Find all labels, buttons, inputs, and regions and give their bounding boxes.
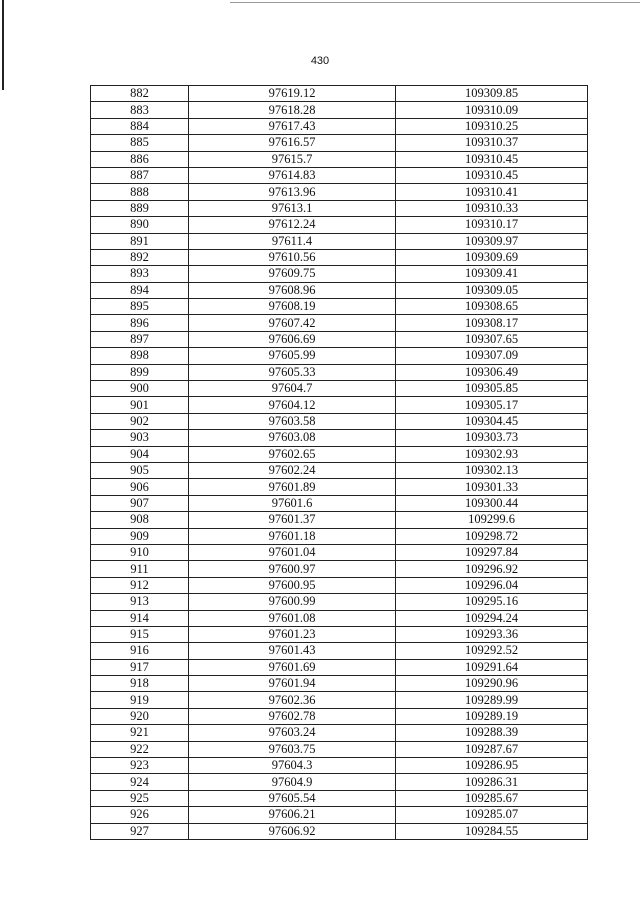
- y-coordinate-cell: 109309.41: [396, 266, 588, 282]
- table-row: [91, 446, 588, 462]
- coordinate-table: [90, 85, 588, 840]
- point-number-cell: 924: [91, 774, 189, 790]
- x-coordinate-cell: 97616.57: [189, 135, 396, 151]
- y-coordinate-cell: 109295.16: [396, 594, 588, 610]
- x-coordinate-cell: 97606.92: [189, 823, 396, 839]
- point-number-cell: 904: [91, 446, 189, 462]
- x-coordinate-cell: 97604.12: [189, 397, 396, 413]
- x-coordinate-cell: 97609.75: [189, 266, 396, 282]
- coordinate-table-body: [91, 86, 588, 840]
- y-coordinate-cell: 109310.41: [396, 184, 588, 200]
- y-coordinate-cell: 109297.84: [396, 544, 588, 560]
- table-row: [91, 544, 588, 560]
- y-coordinate-cell: 109296.04: [396, 577, 588, 593]
- y-coordinate-cell: 109300.44: [396, 495, 588, 511]
- y-coordinate-cell: 109308.17: [396, 315, 588, 331]
- x-coordinate-cell: 97602.24: [189, 462, 396, 478]
- y-coordinate-cell: 109308.65: [396, 299, 588, 315]
- y-coordinate-cell: 109302.93: [396, 446, 588, 462]
- table-row: [91, 692, 588, 708]
- x-coordinate-cell: 97613.1: [189, 200, 396, 216]
- table-row: [91, 708, 588, 724]
- x-coordinate-cell: 97601.04: [189, 544, 396, 560]
- x-coordinate-cell: 97603.58: [189, 413, 396, 429]
- point-number-cell: 907: [91, 495, 189, 511]
- table-row: [91, 266, 588, 282]
- x-coordinate-cell: 97602.78: [189, 708, 396, 724]
- point-number-cell: 919: [91, 692, 189, 708]
- x-coordinate-cell: 97618.28: [189, 102, 396, 118]
- point-number-cell: 914: [91, 610, 189, 626]
- table-row: [91, 725, 588, 741]
- y-coordinate-cell: 109310.37: [396, 135, 588, 151]
- table-row: [91, 626, 588, 642]
- x-coordinate-cell: 97604.7: [189, 381, 396, 397]
- point-number-cell: 884: [91, 118, 189, 134]
- table-row: [91, 233, 588, 249]
- y-coordinate-cell: 109305.85: [396, 381, 588, 397]
- point-number-cell: 903: [91, 430, 189, 446]
- table-row: [91, 659, 588, 675]
- y-coordinate-cell: 109287.67: [396, 741, 588, 757]
- point-number-cell: 921: [91, 725, 189, 741]
- table-row: [91, 167, 588, 183]
- x-coordinate-cell: 97601.37: [189, 512, 396, 528]
- table-row: [91, 758, 588, 774]
- table-row: [91, 184, 588, 200]
- point-number-cell: 908: [91, 512, 189, 528]
- x-coordinate-cell: 97602.36: [189, 692, 396, 708]
- point-number-cell: 899: [91, 364, 189, 380]
- x-coordinate-cell: 97600.97: [189, 561, 396, 577]
- y-coordinate-cell: 109310.33: [396, 200, 588, 216]
- table-row: [91, 561, 588, 577]
- x-coordinate-cell: 97610.56: [189, 249, 396, 265]
- y-coordinate-cell: 109285.67: [396, 790, 588, 806]
- x-coordinate-cell: 97605.99: [189, 348, 396, 364]
- table-row: [91, 217, 588, 233]
- point-number-cell: 886: [91, 151, 189, 167]
- point-number-cell: 916: [91, 643, 189, 659]
- point-number-cell: 900: [91, 381, 189, 397]
- x-coordinate-cell: 97601.23: [189, 626, 396, 642]
- x-coordinate-cell: 97605.54: [189, 790, 396, 806]
- x-coordinate-cell: 97601.69: [189, 659, 396, 675]
- table-row: [91, 430, 588, 446]
- x-coordinate-cell: 97606.21: [189, 807, 396, 823]
- point-number-cell: 901: [91, 397, 189, 413]
- y-coordinate-cell: 109290.96: [396, 676, 588, 692]
- y-coordinate-cell: 109307.09: [396, 348, 588, 364]
- point-number-cell: 897: [91, 331, 189, 347]
- point-number-cell: 895: [91, 299, 189, 315]
- table-row: [91, 135, 588, 151]
- point-number-cell: 923: [91, 758, 189, 774]
- point-number-cell: 906: [91, 479, 189, 495]
- point-number-cell: 911: [91, 561, 189, 577]
- y-coordinate-cell: 109305.17: [396, 397, 588, 413]
- table-row: [91, 823, 588, 839]
- table-row: [91, 594, 588, 610]
- x-coordinate-cell: 97603.24: [189, 725, 396, 741]
- point-number-cell: 910: [91, 544, 189, 560]
- scan-edge-left: [2, 0, 4, 90]
- x-coordinate-cell: 97607.42: [189, 315, 396, 331]
- x-coordinate-cell: 97617.43: [189, 118, 396, 134]
- table-row: [91, 86, 588, 102]
- point-number-cell: 896: [91, 315, 189, 331]
- table-row: [91, 299, 588, 315]
- x-coordinate-cell: 97606.69: [189, 331, 396, 347]
- y-coordinate-cell: 109309.97: [396, 233, 588, 249]
- point-number-cell: 915: [91, 626, 189, 642]
- point-number-cell: 913: [91, 594, 189, 610]
- point-number-cell: 890: [91, 217, 189, 233]
- x-coordinate-cell: 97619.12: [189, 86, 396, 102]
- x-coordinate-cell: 97601.43: [189, 643, 396, 659]
- y-coordinate-cell: 109301.33: [396, 479, 588, 495]
- y-coordinate-cell: 109288.39: [396, 725, 588, 741]
- point-number-cell: 883: [91, 102, 189, 118]
- table-row: [91, 118, 588, 134]
- y-coordinate-cell: 109310.45: [396, 151, 588, 167]
- point-number-cell: 920: [91, 708, 189, 724]
- table-row: [91, 282, 588, 298]
- point-number-cell: 885: [91, 135, 189, 151]
- table-row: [91, 462, 588, 478]
- point-number-cell: 898: [91, 348, 189, 364]
- table-row: [91, 348, 588, 364]
- table-row: [91, 643, 588, 659]
- point-number-cell: 891: [91, 233, 189, 249]
- y-coordinate-cell: 109310.25: [396, 118, 588, 134]
- y-coordinate-cell: 109298.72: [396, 528, 588, 544]
- scan-edge-top: [230, 2, 640, 3]
- x-coordinate-cell: 97613.96: [189, 184, 396, 200]
- table-row: [91, 790, 588, 806]
- page-number: 430: [310, 55, 330, 67]
- y-coordinate-cell: 109310.17: [396, 217, 588, 233]
- y-coordinate-cell: 109309.05: [396, 282, 588, 298]
- table-row: [91, 512, 588, 528]
- x-coordinate-cell: 97605.33: [189, 364, 396, 380]
- x-coordinate-cell: 97604.9: [189, 774, 396, 790]
- table-row: [91, 528, 588, 544]
- table-row: [91, 577, 588, 593]
- table-row: [91, 315, 588, 331]
- y-coordinate-cell: 109294.24: [396, 610, 588, 626]
- y-coordinate-cell: 109304.45: [396, 413, 588, 429]
- point-number-cell: 889: [91, 200, 189, 216]
- table-row: [91, 200, 588, 216]
- point-number-cell: 912: [91, 577, 189, 593]
- x-coordinate-cell: 97603.75: [189, 741, 396, 757]
- y-coordinate-cell: 109307.65: [396, 331, 588, 347]
- point-number-cell: 888: [91, 184, 189, 200]
- point-number-cell: 927: [91, 823, 189, 839]
- y-coordinate-cell: 109293.36: [396, 626, 588, 642]
- y-coordinate-cell: 109309.69: [396, 249, 588, 265]
- x-coordinate-cell: 97601.89: [189, 479, 396, 495]
- table-row: [91, 610, 588, 626]
- table-row: [91, 807, 588, 823]
- table-row: [91, 676, 588, 692]
- point-number-cell: 925: [91, 790, 189, 806]
- table-row: [91, 741, 588, 757]
- y-coordinate-cell: 109296.92: [396, 561, 588, 577]
- point-number-cell: 918: [91, 676, 189, 692]
- y-coordinate-cell: 109284.55: [396, 823, 588, 839]
- point-number-cell: 887: [91, 167, 189, 183]
- x-coordinate-cell: 97615.7: [189, 151, 396, 167]
- y-coordinate-cell: 109292.52: [396, 643, 588, 659]
- y-coordinate-cell: 109302.13: [396, 462, 588, 478]
- y-coordinate-cell: 109285.07: [396, 807, 588, 823]
- table-row: [91, 381, 588, 397]
- table-row: [91, 479, 588, 495]
- y-coordinate-cell: 109303.73: [396, 430, 588, 446]
- x-coordinate-cell: 97608.96: [189, 282, 396, 298]
- y-coordinate-cell: 109309.85: [396, 86, 588, 102]
- y-coordinate-cell: 109289.19: [396, 708, 588, 724]
- y-coordinate-cell: 109289.99: [396, 692, 588, 708]
- table-row: [91, 249, 588, 265]
- x-coordinate-cell: 97604.3: [189, 758, 396, 774]
- point-number-cell: 882: [91, 86, 189, 102]
- table-row: [91, 413, 588, 429]
- x-coordinate-cell: 97608.19: [189, 299, 396, 315]
- point-number-cell: 902: [91, 413, 189, 429]
- y-coordinate-cell: 109291.64: [396, 659, 588, 675]
- table-row: [91, 364, 588, 380]
- x-coordinate-cell: 97611.4: [189, 233, 396, 249]
- table-row: [91, 495, 588, 511]
- point-number-cell: 893: [91, 266, 189, 282]
- y-coordinate-cell: 109286.95: [396, 758, 588, 774]
- table-row: [91, 774, 588, 790]
- point-number-cell: 905: [91, 462, 189, 478]
- x-coordinate-cell: 97600.99: [189, 594, 396, 610]
- y-coordinate-cell: 109286.31: [396, 774, 588, 790]
- x-coordinate-cell: 97600.95: [189, 577, 396, 593]
- point-number-cell: 894: [91, 282, 189, 298]
- point-number-cell: 922: [91, 741, 189, 757]
- y-coordinate-cell: 109306.49: [396, 364, 588, 380]
- x-coordinate-cell: 97601.94: [189, 676, 396, 692]
- x-coordinate-cell: 97602.65: [189, 446, 396, 462]
- table-row: [91, 102, 588, 118]
- y-coordinate-cell: 109299.6: [396, 512, 588, 528]
- x-coordinate-cell: 97601.18: [189, 528, 396, 544]
- x-coordinate-cell: 97614.83: [189, 167, 396, 183]
- table-row: [91, 331, 588, 347]
- table-row: [91, 151, 588, 167]
- point-number-cell: 917: [91, 659, 189, 675]
- y-coordinate-cell: 109310.09: [396, 102, 588, 118]
- x-coordinate-cell: 97612.24: [189, 217, 396, 233]
- x-coordinate-cell: 97603.08: [189, 430, 396, 446]
- x-coordinate-cell: 97601.08: [189, 610, 396, 626]
- point-number-cell: 926: [91, 807, 189, 823]
- table-row: [91, 397, 588, 413]
- y-coordinate-cell: 109310.45: [396, 167, 588, 183]
- point-number-cell: 909: [91, 528, 189, 544]
- x-coordinate-cell: 97601.6: [189, 495, 396, 511]
- point-number-cell: 892: [91, 249, 189, 265]
